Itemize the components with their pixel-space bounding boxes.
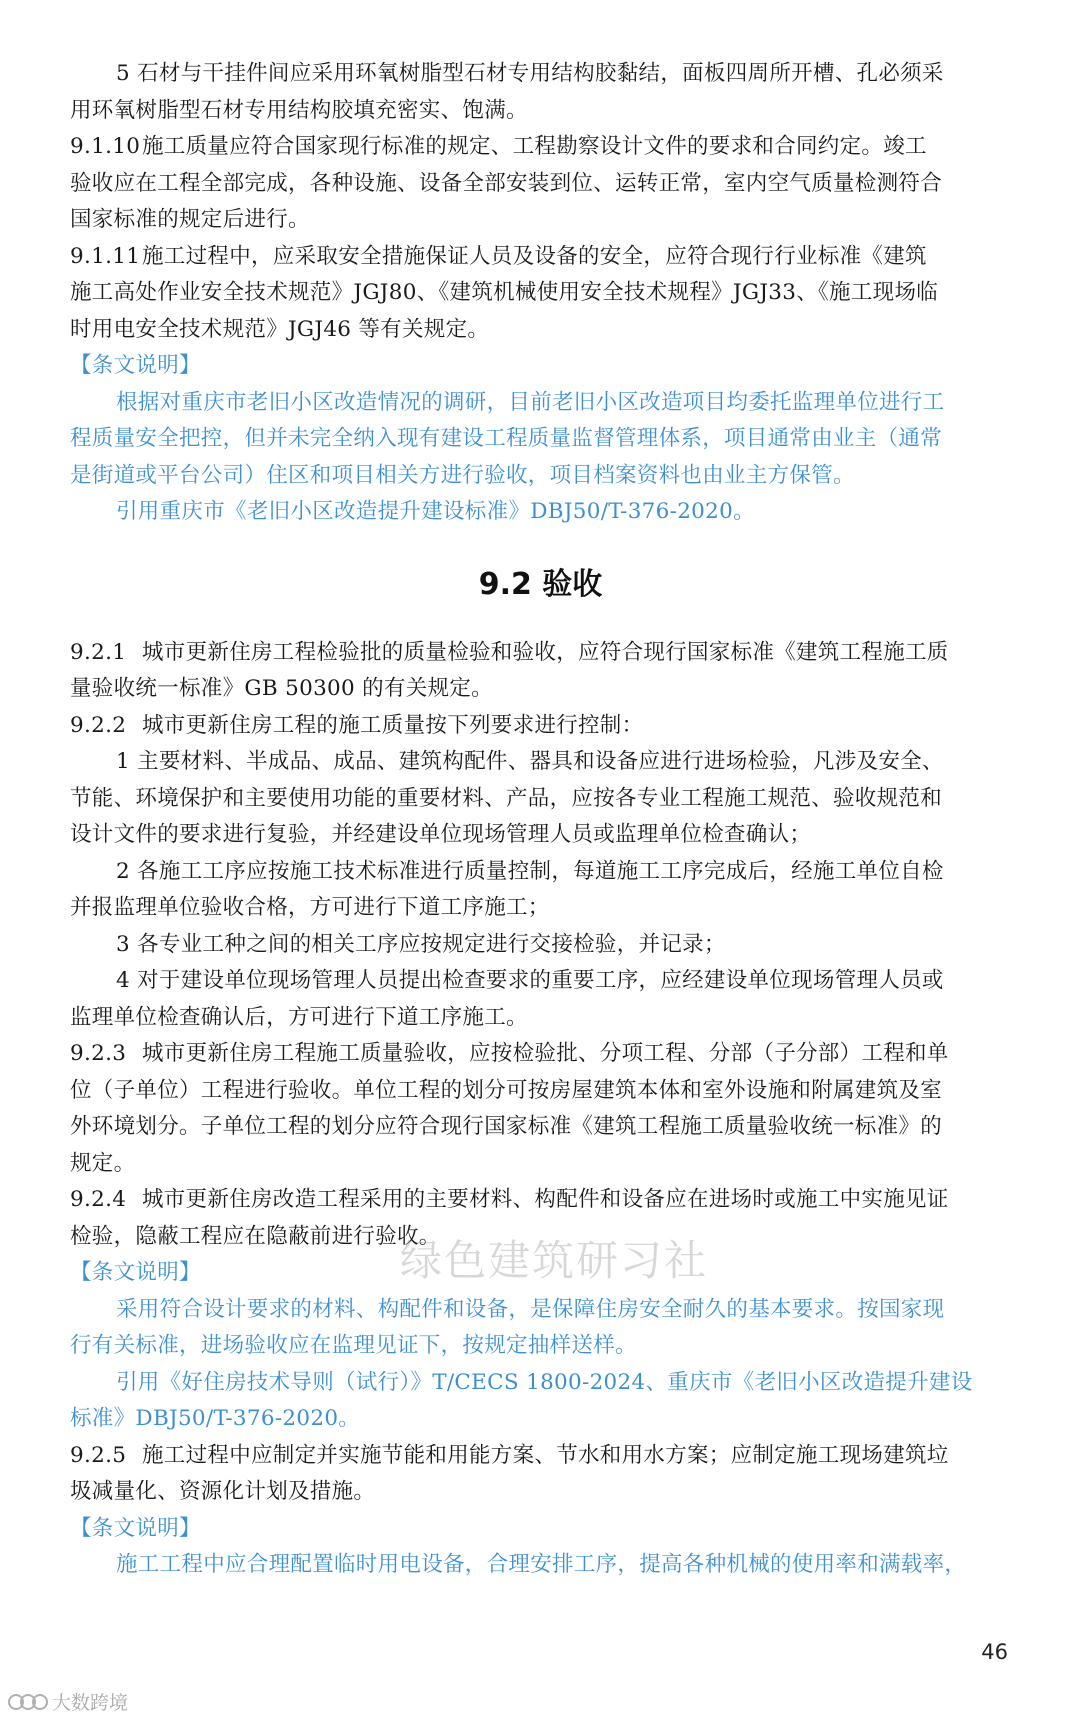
- text-line: 是街道或平台公司）住区和项目相关方进行验收，项目档案资料也由业主方保管。: [70, 462, 855, 488]
- text-line: [70, 129, 1011, 166]
- clause-text: 城市更新住房工程的施工质量按下列要求进行控制：: [142, 712, 644, 738]
- text-line: 【条文说明】: [70, 353, 201, 378]
- clause-number: 9.2.2: [70, 712, 127, 738]
- logo-icon: [6, 1692, 48, 1712]
- text-line: 引用《好住房技术导则（试行）》T/CECS 1800-2024、重庆市《老旧小区改造提升建设: [116, 1369, 973, 1395]
- text-line: 时用电安全技术规范》JGJ46 等有关规定。: [70, 316, 490, 342]
- text-line: 施工工程中应合理配置临时用电设备，合理安排工序，提高各种机械的使用率和满载率，: [116, 1552, 967, 1577]
- text-line: 1 主要材料、半成品、成品、建筑构配件、器具和设备应进行进场检验，凡涉及安全、: [116, 749, 944, 774]
- text-line: 设计文件的要求进行复验，并经建设单位现场管理人员或监理单位检查确认；: [70, 822, 812, 847]
- corner-logo: [6, 1688, 128, 1715]
- text-line: [70, 708, 1011, 745]
- clause: [70, 1036, 1011, 1182]
- text-line: [70, 239, 1011, 276]
- text-line: 3 各专业工种之间的相关工序应按规定进行交接检验，并记录；: [116, 931, 726, 957]
- text-line: 施工高处作业安全技术规范》JGJ80、《建筑机械使用安全技术规程》JGJ33、《施工现场临: [70, 280, 939, 305]
- paragraph: [70, 963, 1011, 1036]
- clause-text: 施工质量应符合国家现行标准的规定、工程勘察设计文件的要求和合同约定。竣工: [142, 134, 927, 159]
- clause-number: 9.1.10: [70, 134, 141, 159]
- clause-number: 9.2.1: [70, 639, 127, 665]
- text-line: 监理单位检查确认后，方可进行下道工序施工。: [70, 1004, 528, 1030]
- text-line: 检验，隐蔽工程应在隐蔽前进行验收。: [70, 1223, 441, 1249]
- document-page: [70, 56, 1011, 1584]
- text-line: 5 石材与干挂件间应采用环氧树脂型石材专用结构胶黏结，面板四周所开槽、孔必须采: [116, 61, 944, 86]
- text-line: [70, 1036, 1011, 1073]
- text-line: 并报监理单位验收合格，方可进行下道工序施工；: [70, 895, 550, 920]
- clause-text: 城市更新住房工程检验批的质量检验和验收，应符合现行国家标准《建筑工程施工质: [142, 639, 949, 665]
- text-line: 2 各施工工序应按施工技术标准进行质量控制，每道施工工序完成后，经施工单位自检: [116, 858, 944, 884]
- text-line: 位（子单位）工程进行验收。单位工程的划分可按房屋建筑本体和室外设施和附属建筑及室: [70, 1077, 943, 1103]
- text-line: [70, 1182, 1011, 1219]
- clause: [70, 708, 1011, 745]
- text-line: 用环氧树脂型石材专用结构胶填充密实、饱满。: [70, 97, 528, 123]
- text-line: 【条文说明】: [70, 1260, 201, 1285]
- text-line: [70, 1438, 1011, 1475]
- clause-text: 施工过程中应制定并实施节能和用能方案、节水和用水方案；应制定施工现场建筑垃: [142, 1442, 949, 1468]
- text-line: 节能、环境保护和主要使用功能的重要材料、产品，应按各专业工程施工规范、验收规范和: [70, 785, 943, 811]
- text-line: 国家标准的规定后进行。: [70, 207, 310, 232]
- explanation-note: [70, 348, 1011, 531]
- page-number: 46: [981, 1640, 1008, 1664]
- clause: [70, 1438, 1011, 1511]
- text-line: 外环境划分。子单位工程的划分应符合现行国家标准《建筑工程施工质量验收统一标准》的: [70, 1114, 943, 1139]
- clause-text: 城市更新住房工程施工质量验收，应按检验批、分项工程、分部（子分部）工程和单: [142, 1041, 949, 1066]
- text-line: 引用重庆市《老旧小区改造提升建设标准》DBJ50/T-376-2020。: [116, 499, 755, 524]
- section-heading: 9.2 验收: [478, 566, 603, 602]
- text-line: 量验收统一标准》GB 50300 的有关规定。: [70, 676, 493, 701]
- clause-text: 施工过程中，应采取安全措施保证人员及设备的安全，应符合现行行业标准《建筑: [142, 243, 927, 269]
- corner-logo-text: 大数跨境: [52, 1692, 129, 1714]
- text-line: 【条文说明】: [70, 1515, 201, 1541]
- paragraph: [70, 56, 1011, 129]
- explanation-note: [70, 1511, 1011, 1584]
- paragraph: [70, 854, 1011, 927]
- text-line: 规定。: [70, 1150, 136, 1176]
- clause: [70, 129, 1011, 239]
- clause-number: 9.1.11: [70, 243, 141, 269]
- clause: [70, 635, 1011, 708]
- clause-number: 9.2.4: [70, 1187, 127, 1212]
- text-line: 行有关标准，进场验收应在监理见证下，按规定抽样送样。: [70, 1333, 637, 1358]
- clause-number: 9.2.3: [70, 1041, 127, 1066]
- text-line: 4 对于建设单位现场管理人员提出检查要求的重要工序，应经建设单位现场管理人员或: [116, 968, 944, 993]
- text-line: 标准》DBJ50/T-376-2020。: [70, 1406, 361, 1431]
- paragraph: [70, 744, 1011, 854]
- text-line: 圾减量化、资源化计划及措施。: [70, 1479, 376, 1504]
- text-line: 验收应在工程全部完成，各种设施、设备全部安装到位、运转正常，室内空气质量检测符合: [70, 170, 943, 196]
- clause: [70, 239, 1011, 349]
- text-line: 根据对重庆市老旧小区改造情况的调研，目前老旧小区改造项目均委托监理单位进行工: [116, 389, 945, 415]
- text-line: [70, 635, 1011, 672]
- paragraph: [70, 927, 1011, 964]
- clause-number: 9.2.5: [70, 1442, 127, 1468]
- watermark: 绿色建筑研习社: [400, 1236, 709, 1285]
- text-line: 采用符合设计要求的材料、构配件和设备，是保障住房安全耐久的基本要求。按国家现: [116, 1296, 945, 1322]
- clause-text: 城市更新住房改造工程采用的主要材料、构配件和设备应在进场时或施工中实施见证: [142, 1187, 949, 1212]
- text-line: 程质量安全把控，但并未完全纳入现有建设工程质量监督管理体系，项目通常由业主（通常: [70, 426, 943, 451]
